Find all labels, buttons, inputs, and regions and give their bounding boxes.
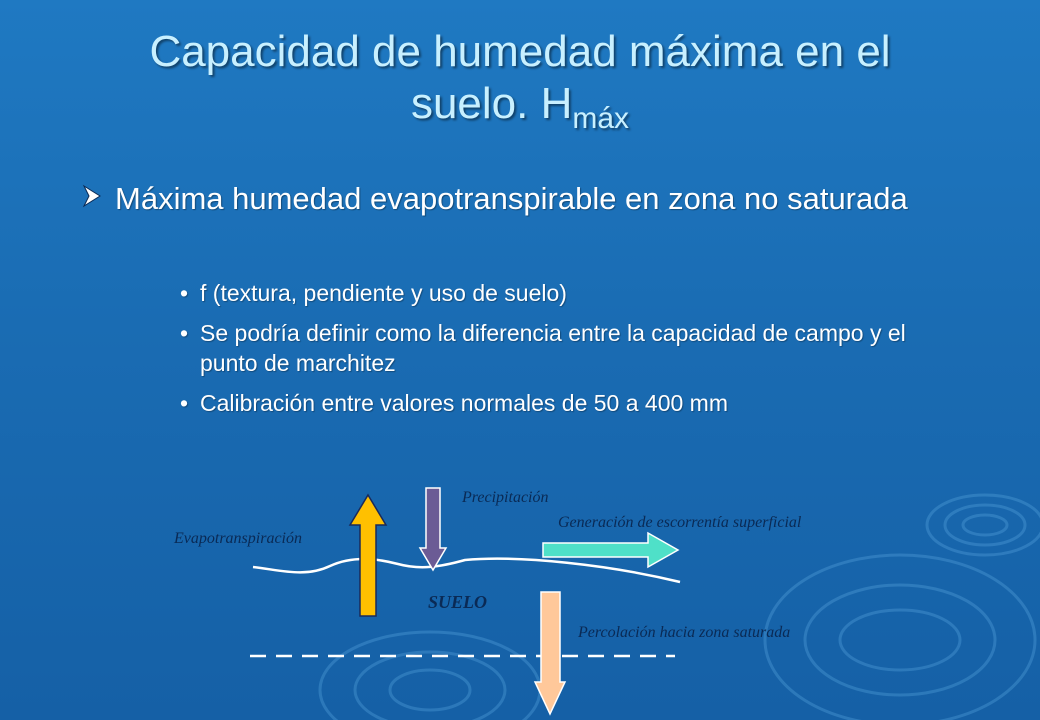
bullet-dot-icon: •	[180, 390, 189, 416]
title-line-1: Capacidad de humedad máxima en el	[149, 27, 891, 76]
main-bullet-text: Máxima humedad evapotranspirable en zona no saturada	[115, 181, 908, 216]
evapotranspiration-arrow	[350, 495, 386, 616]
sub-bullet-text: Se podría definir como la diferencia entre la capacidad de campo y el punto de marchitez	[200, 320, 906, 376]
soil-label: SUELO	[428, 592, 488, 612]
percolation-arrow	[535, 592, 565, 714]
bullet-dot-icon: •	[180, 320, 189, 346]
sub-bullet-text: Calibración entre valores normales de 50 a 400 mm	[200, 390, 728, 416]
title-line-2-text: suelo. H	[410, 79, 573, 128]
title-subscript: máx	[572, 102, 630, 135]
evapotranspiration-label: Evapotranspiración	[174, 530, 302, 547]
percolation-label: Percolación hacia zona saturada	[578, 624, 791, 641]
precipitation-arrow	[420, 488, 446, 570]
sub-bullet-text: f (textura, pendiente y uso de suelo)	[200, 280, 567, 306]
bullet-dot-icon: •	[180, 280, 189, 306]
soil-surface-line	[253, 559, 680, 582]
runoff-label: Generación de escorrentía superficial	[558, 514, 802, 531]
precipitation-label: Precipitación	[462, 489, 549, 506]
